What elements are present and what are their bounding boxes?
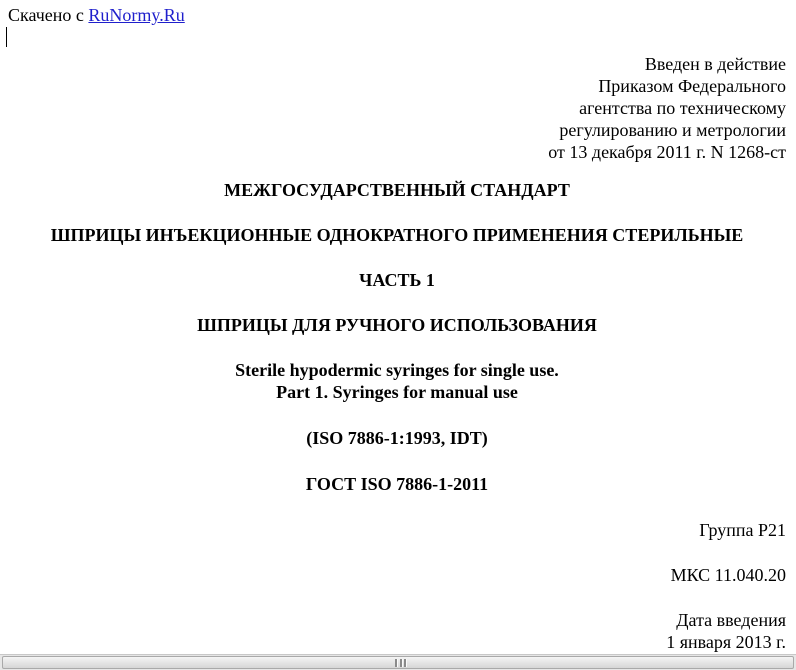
horizontal-scrollbar[interactable] xyxy=(0,654,796,670)
text-caret xyxy=(6,27,7,47)
enactment-line: регулированию и метрологии xyxy=(559,120,786,140)
enactment-line: Введен в действие xyxy=(644,54,786,74)
scrollbar-grip-icon xyxy=(395,659,407,667)
source-link[interactable]: RuNormy.Ru xyxy=(88,5,185,25)
part-heading: ЧАСТЬ 1 xyxy=(359,270,435,290)
source-line xyxy=(8,4,786,26)
iso-reference: (ISO 7886-1:1993, IDT) xyxy=(306,428,488,448)
enactment-line: агентства по техническому xyxy=(579,98,786,118)
subtitle-heading: ШПРИЦЫ ДЛЯ РУЧНОГО ИСПОЛЬЗОВАНИЯ xyxy=(197,315,597,335)
group-code: Группа Р21 xyxy=(699,520,786,540)
standard-title-heading: ШПРИЦЫ ИНЪЕКЦИОННЫЕ ОДНОКРАТНОГО ПРИМЕНЕНИЯ СТЕРИЛЬНЫЕ xyxy=(50,225,744,245)
english-title xyxy=(8,359,786,403)
enactment-line: от 13 декабря 2011 г. N 1268-ст xyxy=(548,142,786,162)
mks-code: МКС 11.040.20 xyxy=(670,565,786,585)
horizontal-scrollbar-thumb[interactable] xyxy=(2,656,794,669)
english-title-line: Part 1. Syringes for manual use xyxy=(276,382,518,402)
enactment-block xyxy=(8,53,786,163)
document-body xyxy=(8,4,786,653)
english-title-line: Sterile hypodermic syringes for single use. xyxy=(235,360,559,380)
enactment-line: Приказом Федерального xyxy=(598,76,786,96)
standard-type-heading: МЕЖГОСУДАРСТВЕННЫЙ СТАНДАРТ xyxy=(224,180,570,200)
source-prefix: Скачено с xyxy=(8,5,84,25)
standard-designation: ГОСТ ISO 7886-1-2011 xyxy=(305,474,489,494)
effective-date-value: 1 января 2013 г. xyxy=(666,632,786,652)
effective-date-label: Дата введения xyxy=(676,610,786,630)
